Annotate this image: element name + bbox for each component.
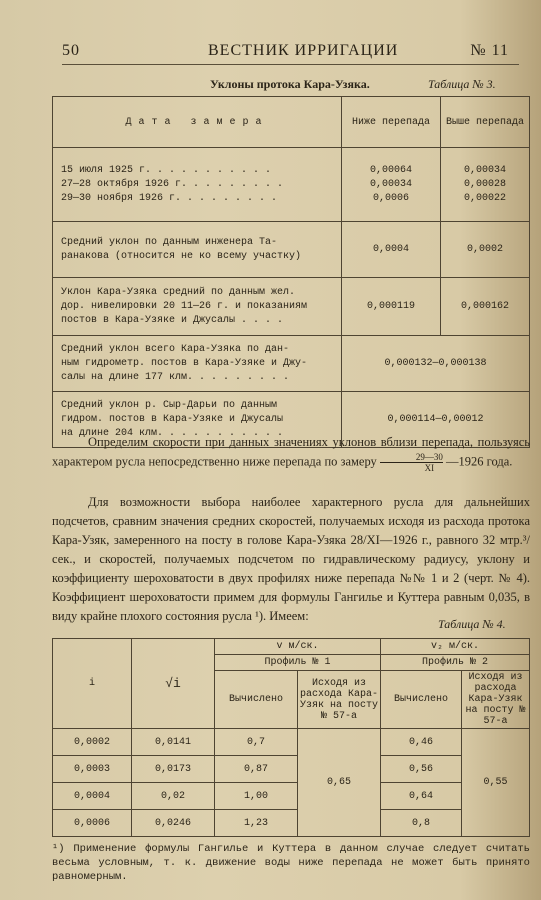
- footnote: ¹) Применение формулы Гангилье и Куттера в данном случае следует считать весьма условным, т. к. движение воды ниже перепада не может быть принято равномерным.: [52, 843, 530, 883]
- paragraph-2: Для возможности выбора наиболее характерного русла для дальнейших подсчетов, сравним значения средних скоростей, получаемых исходя из расхода протока Кара-Узяк, замеренного на посту в голове Кара-Узяка 28/XI—1926 г., равного 32 мтр.³/сек., и скоростей, получаемых подсчетом по гидравлическому радиусу, уклону и коэффициенту шероховатости в двух профилях ниже перепада №№ 1 и 2 (черт. № 4). Коэффициент шероховатости примем для формулы Гангилье и Куттера равным 0,035, в виду крайне плохого состояния русла ¹). Имеем:: [52, 495, 530, 623]
- row-desc: Уклон Кара-Узяка средний по данным жел. дор. нивелировки 20 11—26 г. и показаниям постов в Кара-Узяке и Джусалы . . . .: [53, 278, 342, 336]
- table-row: [53, 222, 530, 278]
- col-profile-1: Профиль № 1: [215, 655, 381, 671]
- table3-label: Таблица № 3.: [428, 77, 496, 91]
- cell-i: 0,0006: [53, 810, 132, 837]
- cell-from-2: 0,55: [462, 729, 530, 837]
- table3-title: Уклоны протока Кара-Узяка.: [210, 77, 370, 91]
- table4-label: Таблица № 4.: [438, 617, 506, 631]
- col-profile-2: Профиль № 2: [381, 655, 530, 671]
- cell-v2: 0,46: [381, 729, 462, 756]
- cell-from-1: 0,65: [298, 729, 381, 837]
- cell-v2: 0,8: [381, 810, 462, 837]
- date-fraction: $\frac{29—30}{XI}$: [380, 452, 443, 473]
- col-date: Дата замера: [53, 97, 342, 148]
- col-above: Выше перепада: [441, 97, 530, 148]
- cell-v2: 0,64: [381, 783, 462, 810]
- cell-sqrt: 0,0141: [132, 729, 215, 756]
- table-row: [53, 148, 530, 222]
- table-row: [53, 756, 530, 783]
- cell-v2: 0,56: [381, 756, 462, 783]
- col-v1: v м/ск.: [215, 639, 381, 655]
- col-from-1: Исходя из расхода Кара-Узяк на посту № 57-а: [298, 671, 381, 729]
- col-i: i: [53, 639, 132, 729]
- cell-v1: 0,87: [215, 756, 298, 783]
- slope-table: [52, 96, 530, 448]
- cell-sqrt: 0,0173: [132, 756, 215, 783]
- col-below: Ниже перепада: [342, 97, 441, 148]
- table-row: [53, 783, 530, 810]
- row-desc: Средний уклон всего Кара-Узяка по дан- ным гидрометр. постов в Кара-Узяке и Джу- салы на длине 177 клм. . . . . . . . .: [53, 336, 342, 392]
- row-below: 0,000119: [342, 278, 441, 336]
- velocity-table: [52, 638, 530, 837]
- cell-v1: 0,7: [215, 729, 298, 756]
- cell-v1: 1,23: [215, 810, 298, 837]
- cell-sqrt: 0,0246: [132, 810, 215, 837]
- table-row: [53, 336, 530, 392]
- row-merged-value: 0,000114—0,00012: [342, 392, 530, 448]
- cell-i: 0,0002: [53, 729, 132, 756]
- row-desc: Средний уклон по данным инженера Та- ранакова (относится не ко всему участку): [53, 222, 342, 278]
- col-from-2: Исходя из расхода Кара-Узяк на посту № 57-а: [462, 671, 530, 729]
- col-v2: v₂ м/ск.: [381, 639, 530, 655]
- col-calc-1: Вычислено: [215, 671, 298, 729]
- paragraph-1: Определим скорости при данных значениях уклонов вблизи перепада, пользуясь характером русла непосредственно ниже перепада по замеру $\frac{29—30}{XI}$ —1926 года.: [52, 435, 530, 473]
- col-calc-2: Вычислено: [381, 671, 462, 729]
- cell-sqrt: 0,02: [132, 783, 215, 810]
- table4-header-row: [53, 639, 530, 655]
- table-row: [53, 729, 530, 756]
- row-above: 0,000162: [441, 278, 530, 336]
- page-number: 50: [62, 42, 80, 59]
- table-row: [53, 810, 530, 837]
- row-below: 0,00064 0,00034 0,0006: [342, 148, 441, 222]
- journal-title: ВЕСТНИК ИРРИГАЦИИ: [208, 42, 399, 59]
- table3-header-row: [53, 97, 530, 148]
- running-header: [62, 40, 519, 65]
- row-desc: Средний уклон р. Сыр-Дарьи по данным гидром. постов в Кара-Узяке и Джусалы на длине 204 клм. . . . . . . . . . .: [53, 392, 342, 448]
- row-above: 0,00034 0,00028 0,00022: [441, 148, 530, 222]
- row-above: 0,0002: [441, 222, 530, 278]
- table-row: [53, 278, 530, 336]
- cell-i: 0,0004: [53, 783, 132, 810]
- cell-v1: 1,00: [215, 783, 298, 810]
- row-merged-value: 0,000132—0,000138: [342, 336, 530, 392]
- issue-number: № 11: [470, 42, 509, 59]
- col-sqrt-i: √i: [132, 639, 215, 729]
- cell-i: 0,0003: [53, 756, 132, 783]
- row-desc: 15 июля 1925 г. . . . . . . . . . . 27—28 октября 1926 г. . . . . . . . . 29—30 ноября 1926 г. . . . . . . . .: [53, 148, 342, 222]
- row-below: 0,0004: [342, 222, 441, 278]
